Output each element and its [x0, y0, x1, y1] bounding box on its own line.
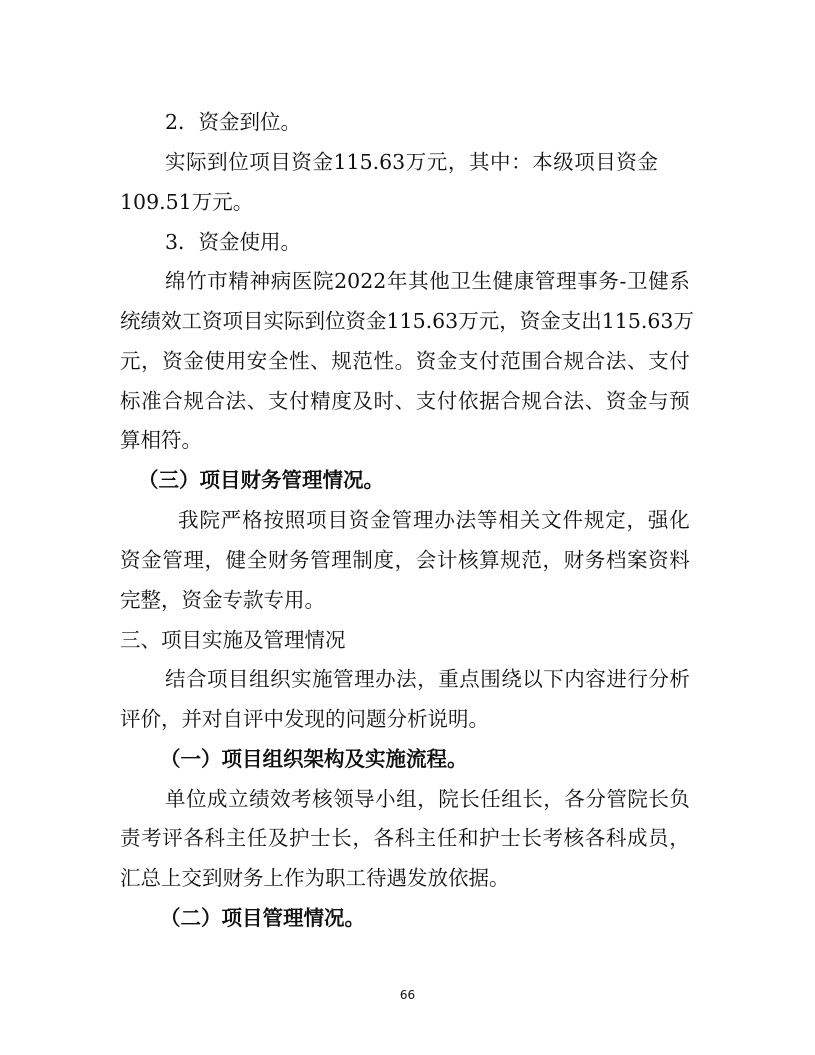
line-13: 完整，资金专款专用。 [120, 588, 325, 612]
line-2: 实 际 到 位 项 目 资 金 115.63 万 元 ， 其 中 ： 本 级 项 目 资 金 [165, 150, 658, 174]
line-15: 结 合 项 目 组 织 实 施 管 理 办 法 ， 重 点 围 绕 以 下 内 容 进 行 分 析 [165, 667, 690, 691]
line-5: 绵 竹 市 精 神 病 医 院 2022 年 其 他 卫 生 健 康 管 理 事 务 - 卫 健 系 [165, 269, 690, 293]
section-heading-1: （一）项目组织架构及实施流程。 [160, 747, 468, 771]
line-8: 标 准 合 规 合 法 、 支 付 精 度 及 时 、 支 付 依 据 合 规 合 法 、 资 金 与 预 [120, 389, 690, 413]
line-3: 109.51万元。 [120, 190, 254, 214]
line-6: 统 绩 效 工 资 项 目 实 际 到 位 资 金 115.63 万 元 ， 资 金 支 出 115.63 万 [120, 309, 694, 333]
line-18: 单 位 成 立 绩 效 考 核 领 导 小 组 ， 院 长 任 组 长 ， 各 分 管 院 长 负 [165, 787, 690, 811]
line-12: 资 金 管 理 ， 健 全 财 务 管 理 制 度 ， 会 计 核 算 规 范 ， 财 务 档 案 资 料 [120, 548, 690, 572]
line-4: 3．资金使用。 [165, 230, 302, 254]
line-16: 评价，并对自评中发现的问题分析说明。 [120, 707, 489, 731]
line-9: 算相符。 [120, 428, 202, 452]
page-number: 66 [399, 988, 416, 1002]
line-7: 元 ， 资 金 使 用 安 全 性 、 规 范 性 。 资 金 支 付 范 围 合 规 合 法 、 支 付 [120, 349, 690, 373]
chapter-heading-3: 三、项目实施及管理情况 [120, 628, 346, 652]
section-heading-2: （二）项目管理情况。 [160, 906, 365, 930]
line-1: 2．资金到位。 [165, 110, 302, 134]
line-20: 汇总上交到财务上作为职工待遇发放依据。 [120, 866, 510, 890]
section-heading-3: （三）项目财务管理情况。 [138, 468, 384, 492]
line-19: 责 考 评 各 科 主 任 及 护 士 长 ， 各 科 主 任 和 护 士 长 考 核 各 科 成 员 ， [120, 826, 690, 850]
line-11: 我 院 严 格 按 照 项 目 资 金 管 理 办 法 等 相 关 文 件 规 定 ， 强 化 [178, 508, 690, 532]
